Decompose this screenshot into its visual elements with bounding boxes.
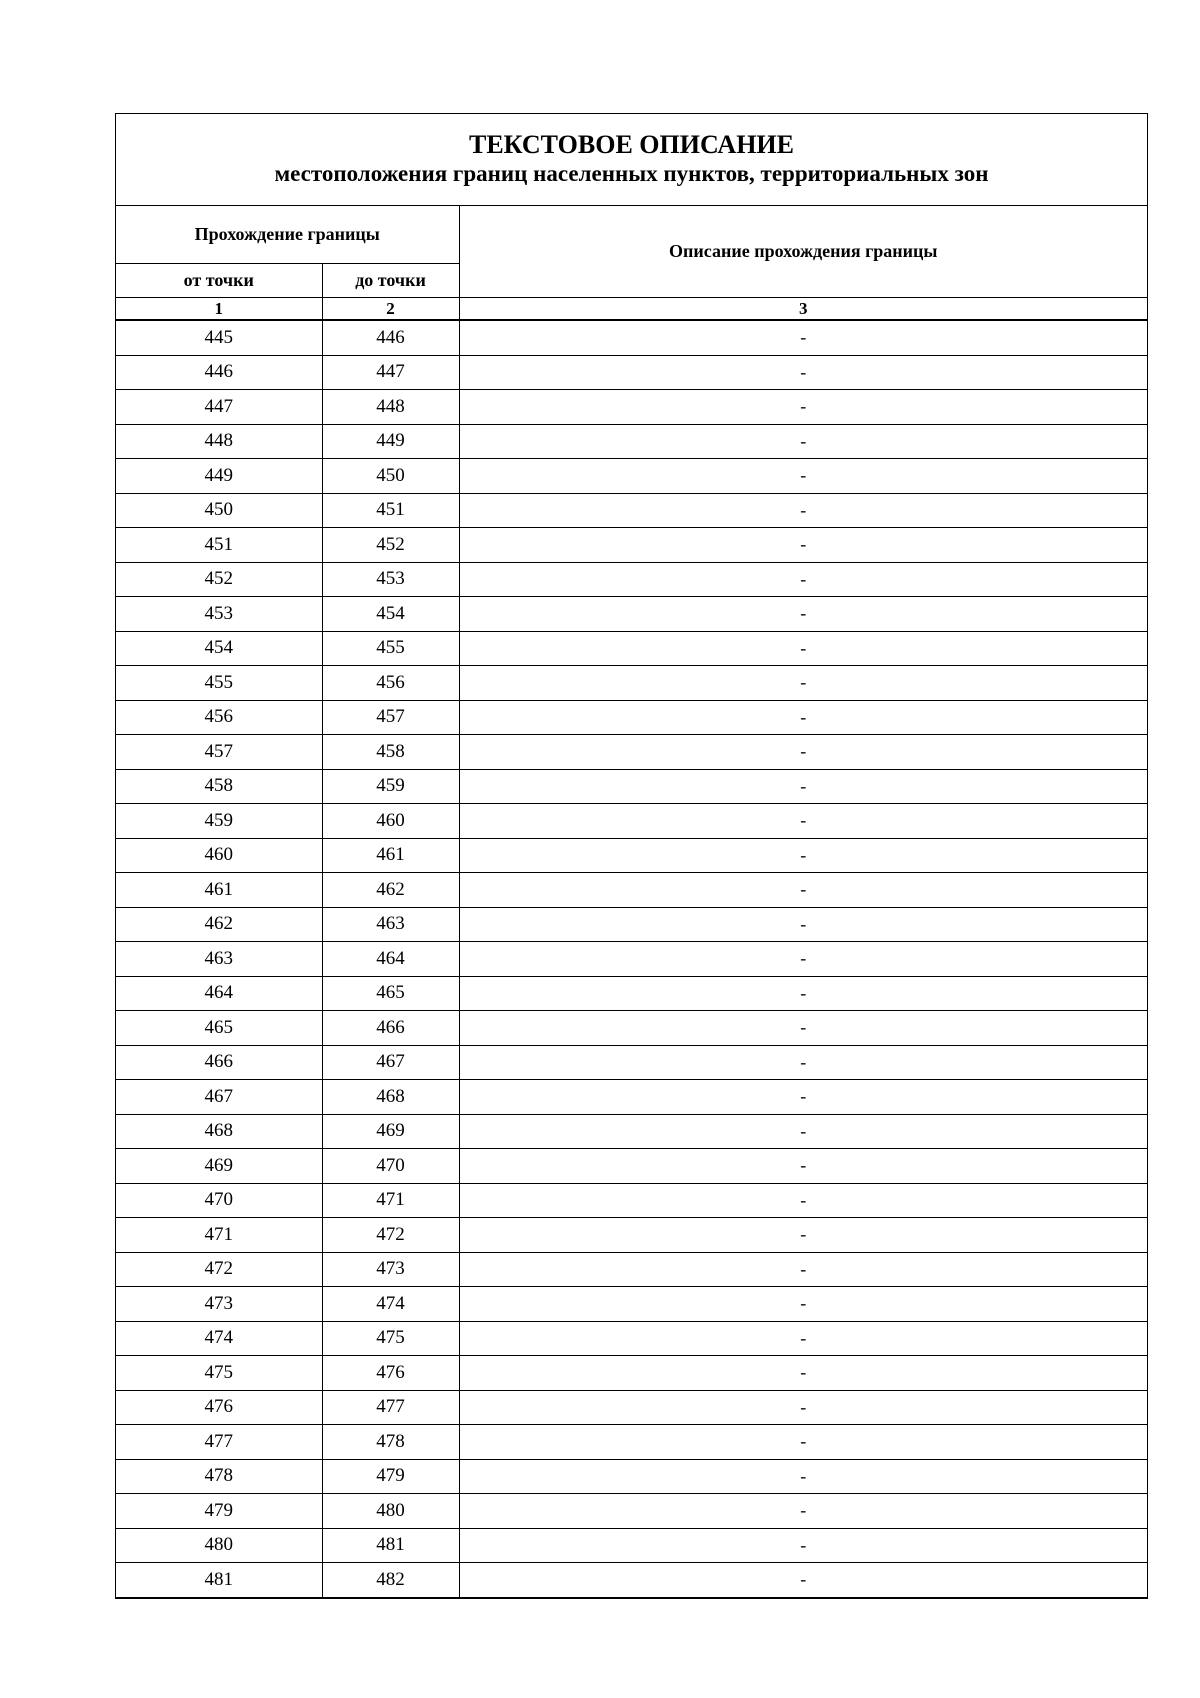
cell-description: - (459, 804, 1147, 839)
cell-to-point: 449 (322, 424, 459, 459)
document-subtitle: местоположения границ населенных пунктов, территориальных зон (274, 161, 989, 186)
table-row (116, 838, 1147, 873)
cell-to-point: 473 (322, 1252, 459, 1287)
cell-from-point: 464 (116, 976, 322, 1011)
cell-description: - (459, 528, 1147, 563)
cell-description: - (459, 1287, 1147, 1322)
cell-to-point: 462 (322, 873, 459, 908)
header-to-point: до точки (322, 264, 459, 298)
cell-from-point: 474 (116, 1321, 322, 1356)
cell-description: - (459, 355, 1147, 390)
cell-from-point: 477 (116, 1425, 322, 1460)
cell-from-point: 458 (116, 769, 322, 804)
header-description: Описание прохождения границы (459, 206, 1147, 298)
cell-description: - (459, 735, 1147, 770)
cell-to-point: 450 (322, 459, 459, 494)
table-row (116, 769, 1147, 804)
cell-to-point: 454 (322, 597, 459, 632)
table-row (116, 1183, 1147, 1218)
table-row (116, 1459, 1147, 1494)
cell-from-point: 469 (116, 1149, 322, 1184)
cell-to-point: 463 (322, 907, 459, 942)
cell-from-point: 473 (116, 1287, 322, 1322)
cell-description: - (459, 390, 1147, 425)
cell-from-point: 445 (116, 320, 322, 355)
table-row (116, 735, 1147, 770)
table-row (116, 873, 1147, 908)
table-row (116, 562, 1147, 597)
cell-description: - (459, 1563, 1147, 1598)
cell-description: - (459, 493, 1147, 528)
cell-to-point: 476 (322, 1356, 459, 1391)
cell-to-point: 474 (322, 1287, 459, 1322)
cell-description: - (459, 1494, 1147, 1529)
cell-from-point: 479 (116, 1494, 322, 1529)
cell-from-point: 475 (116, 1356, 322, 1391)
table-row (116, 1114, 1147, 1149)
cell-to-point: 448 (322, 390, 459, 425)
table-row (116, 1287, 1147, 1322)
cell-description: - (459, 1045, 1147, 1080)
cell-description: - (459, 1218, 1147, 1253)
table-row (116, 1011, 1147, 1046)
cell-description: - (459, 1114, 1147, 1149)
cell-to-point: 459 (322, 769, 459, 804)
cell-to-point: 467 (322, 1045, 459, 1080)
cell-to-point: 460 (322, 804, 459, 839)
cell-description: - (459, 976, 1147, 1011)
column-number-2: 2 (322, 298, 459, 321)
cell-from-point: 467 (116, 1080, 322, 1115)
cell-from-point: 461 (116, 873, 322, 908)
cell-description: - (459, 1252, 1147, 1287)
cell-from-point: 447 (116, 390, 322, 425)
column-number-3: 3 (459, 298, 1147, 321)
cell-to-point: 453 (322, 562, 459, 597)
cell-from-point: 465 (116, 1011, 322, 1046)
cell-from-point: 468 (116, 1114, 322, 1149)
table-row (116, 1252, 1147, 1287)
cell-from-point: 453 (116, 597, 322, 632)
table-row (116, 459, 1147, 494)
cell-to-point: 447 (322, 355, 459, 390)
cell-description: - (459, 907, 1147, 942)
table-row (116, 1528, 1147, 1563)
cell-description: - (459, 1011, 1147, 1046)
cell-from-point: 457 (116, 735, 322, 770)
cell-to-point: 455 (322, 631, 459, 666)
table-row (116, 1321, 1147, 1356)
table-row (116, 424, 1147, 459)
cell-from-point: 451 (116, 528, 322, 563)
cell-description: - (459, 942, 1147, 977)
cell-from-point: 472 (116, 1252, 322, 1287)
title-block (116, 114, 1147, 206)
cell-from-point: 454 (116, 631, 322, 666)
cell-description: - (459, 700, 1147, 735)
cell-description: - (459, 1321, 1147, 1356)
cell-description: - (459, 1528, 1147, 1563)
cell-to-point: 469 (322, 1114, 459, 1149)
table-row (116, 1425, 1147, 1460)
cell-from-point: 470 (116, 1183, 322, 1218)
cell-to-point: 457 (322, 700, 459, 735)
cell-from-point: 463 (116, 942, 322, 977)
cell-description: - (459, 424, 1147, 459)
cell-to-point: 471 (322, 1183, 459, 1218)
cell-from-point: 478 (116, 1459, 322, 1494)
table-row (116, 666, 1147, 701)
column-number-1: 1 (116, 298, 322, 321)
cell-description: - (459, 320, 1147, 355)
cell-from-point: 455 (116, 666, 322, 701)
cell-to-point: 482 (322, 1563, 459, 1598)
cell-from-point: 481 (116, 1563, 322, 1598)
cell-from-point: 460 (116, 838, 322, 873)
cell-from-point: 466 (116, 1045, 322, 1080)
cell-to-point: 452 (322, 528, 459, 563)
cell-from-point: 449 (116, 459, 322, 494)
cell-to-point: 465 (322, 976, 459, 1011)
table-row (116, 804, 1147, 839)
cell-description: - (459, 769, 1147, 804)
cell-to-point: 470 (322, 1149, 459, 1184)
cell-description: - (459, 597, 1147, 632)
cell-from-point: 450 (116, 493, 322, 528)
cell-description: - (459, 1390, 1147, 1425)
table-row (116, 597, 1147, 632)
table-row (116, 1045, 1147, 1080)
cell-to-point: 451 (322, 493, 459, 528)
cell-description: - (459, 838, 1147, 873)
table-row (116, 1563, 1147, 1598)
cell-description: - (459, 631, 1147, 666)
cell-description: - (459, 459, 1147, 494)
header-from-point: от точки (116, 264, 322, 298)
cell-description: - (459, 666, 1147, 701)
table-row (116, 1218, 1147, 1253)
cell-from-point: 462 (116, 907, 322, 942)
cell-description: - (459, 1149, 1147, 1184)
cell-description: - (459, 873, 1147, 908)
table-row (116, 493, 1147, 528)
table-row (116, 320, 1147, 355)
cell-to-point: 456 (322, 666, 459, 701)
table-row (116, 1149, 1147, 1184)
cell-from-point: 446 (116, 355, 322, 390)
cell-description: - (459, 1356, 1147, 1391)
cell-to-point: 446 (322, 320, 459, 355)
cell-from-point: 459 (116, 804, 322, 839)
cell-to-point: 475 (322, 1321, 459, 1356)
cell-to-point: 481 (322, 1528, 459, 1563)
table-row (116, 355, 1147, 390)
cell-description: - (459, 1425, 1147, 1460)
cell-to-point: 461 (322, 838, 459, 873)
document-title: ТЕКСТОВОЕ ОПИСАНИЕ (468, 130, 794, 159)
table-row (116, 1390, 1147, 1425)
table-row (116, 1080, 1147, 1115)
cell-to-point: 464 (322, 942, 459, 977)
cell-from-point: 452 (116, 562, 322, 597)
cell-description: - (459, 1183, 1147, 1218)
table-row (116, 631, 1147, 666)
cell-description: - (459, 1459, 1147, 1494)
cell-to-point: 480 (322, 1494, 459, 1529)
cell-to-point: 477 (322, 1390, 459, 1425)
cell-to-point: 468 (322, 1080, 459, 1115)
header-boundary-passage: Прохождение границы (116, 206, 459, 264)
table-row (116, 976, 1147, 1011)
table-row (116, 1356, 1147, 1391)
table-row (116, 528, 1147, 563)
table-row (116, 1494, 1147, 1529)
table-row (116, 907, 1147, 942)
cell-from-point: 476 (116, 1390, 322, 1425)
cell-to-point: 472 (322, 1218, 459, 1253)
cell-to-point: 466 (322, 1011, 459, 1046)
boundary-description-sheet (115, 113, 1148, 1599)
table-row (116, 390, 1147, 425)
cell-from-point: 456 (116, 700, 322, 735)
table-body (116, 320, 1147, 1597)
cell-from-point: 471 (116, 1218, 322, 1253)
cell-description: - (459, 562, 1147, 597)
boundary-table (116, 206, 1147, 1598)
cell-to-point: 478 (322, 1425, 459, 1460)
table-row (116, 942, 1147, 977)
cell-to-point: 479 (322, 1459, 459, 1494)
cell-description: - (459, 1080, 1147, 1115)
table-row (116, 700, 1147, 735)
cell-from-point: 480 (116, 1528, 322, 1563)
cell-to-point: 458 (322, 735, 459, 770)
cell-from-point: 448 (116, 424, 322, 459)
